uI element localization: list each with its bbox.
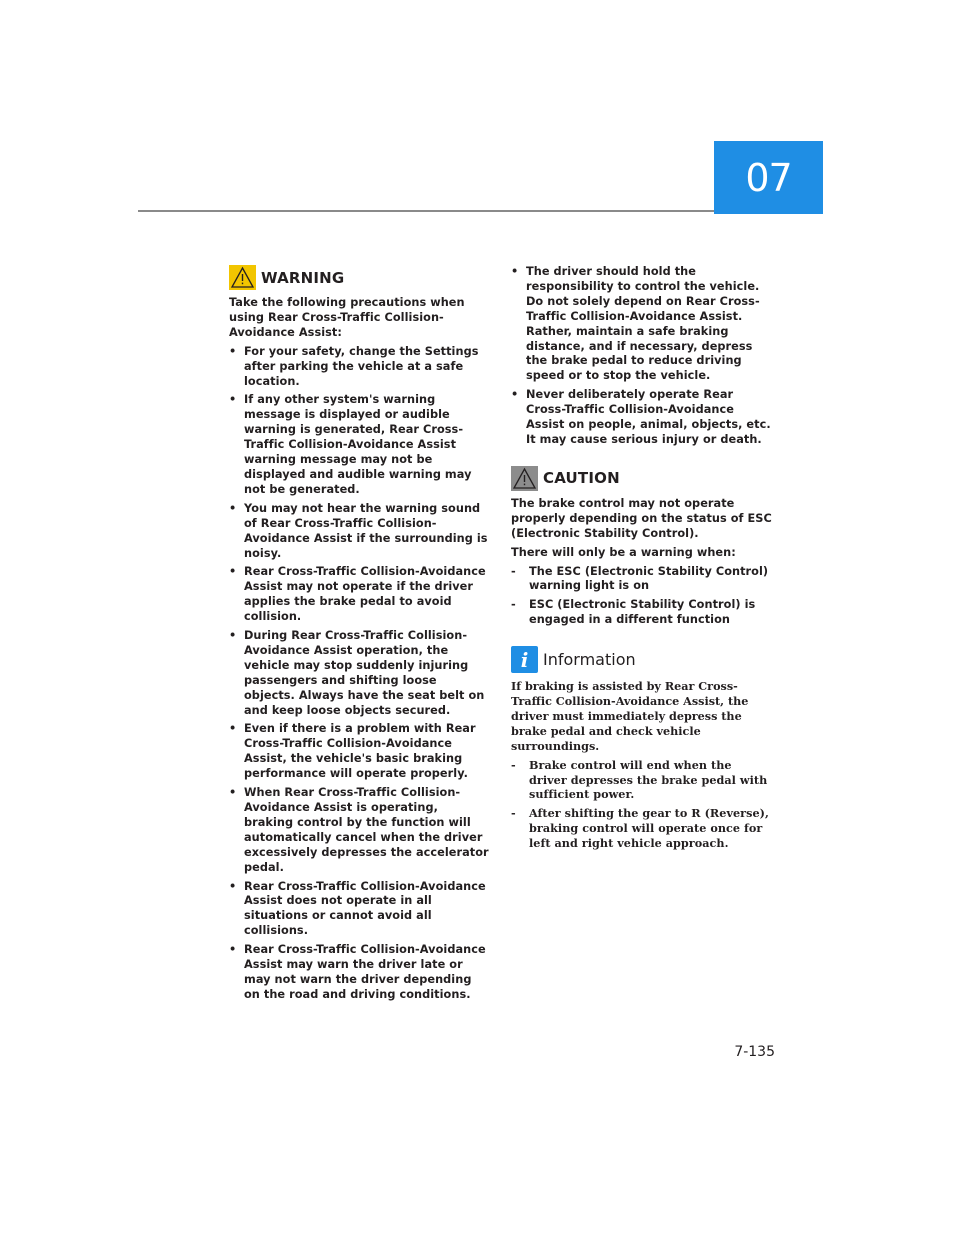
bullet-marker: • bbox=[229, 786, 237, 800]
list-item-text: If any other system's warning message is displayed or audible warning is generated, Rear Cross-Traffic Collision-Avoidance Assist warning message may not be displayed and audible warning may not be generated. bbox=[244, 393, 472, 496]
list-item bbox=[229, 943, 491, 1003]
bullet-marker: • bbox=[229, 943, 237, 957]
list-item bbox=[229, 393, 491, 497]
warning-list-left bbox=[229, 345, 491, 1003]
list-item-text: The driver should hold the responsibility to control the vehicle. Do not solely depend on Rear Cross-Traffic Collision-Avoidance Assist. Rather, maintain a safe braking distance, and if necessary, depress the brake pedal to reduce driving speed or to stop the vehicle. bbox=[526, 265, 760, 383]
list-item-text: Never deliberately operate Rear Cross-Traffic Collision-Avoidance Assist on people, animal, objects, etc. It may cause serious injury or death. bbox=[526, 388, 771, 446]
header-rule bbox=[138, 210, 716, 212]
bullet-marker: • bbox=[229, 501, 237, 515]
list-item bbox=[229, 345, 491, 390]
list-item-text: For your safety, change the Settings after parking the vehicle at a safe location. bbox=[244, 344, 479, 388]
warning-title: WARNING bbox=[261, 268, 345, 287]
list-item bbox=[511, 758, 773, 803]
list-item bbox=[229, 786, 491, 875]
information-title: Information bbox=[543, 650, 636, 670]
caution-list bbox=[511, 565, 773, 629]
dash-marker: - bbox=[511, 757, 516, 772]
list-item-text: After shifting the gear to R (Reverse), braking control will operate once for left and right vehicle approach. bbox=[529, 806, 769, 851]
warning-triangle-icon bbox=[229, 265, 256, 290]
bullet-marker: • bbox=[229, 722, 237, 736]
list-item-text: ESC (Electronic Stability Control) is engaged in a different function bbox=[529, 598, 756, 627]
caution-lead: There will only be a warning when: bbox=[511, 545, 736, 559]
list-item-text: Rear Cross-Traffic Collision-Avoidance Assist may warn the driver late or may not warn the driver depending on the road and driving conditions. bbox=[244, 943, 486, 1001]
information-icon: i bbox=[511, 646, 538, 673]
list-item-text: The ESC (Electronic Stability Control) warning light is on bbox=[529, 564, 769, 593]
right-column bbox=[511, 265, 773, 855]
dash-marker: - bbox=[511, 564, 516, 578]
list-item-text: Rear Cross-Traffic Collision-Avoidance Assist may not operate if the driver applies the brake pedal to avoid collision. bbox=[244, 565, 486, 624]
caution-heading bbox=[511, 466, 773, 491]
list-item-text: Even if there is a problem with Rear Cross-Traffic Collision-Avoidance Assist, the vehicle's basic braking performance will operate properly. bbox=[244, 722, 476, 781]
caution-box bbox=[511, 466, 773, 628]
information-list bbox=[511, 758, 773, 851]
list-item bbox=[229, 629, 491, 718]
warning-intro: Take the following precautions when using Rear Cross-Traffic Collision-Avoidance Assist: bbox=[229, 296, 465, 339]
information-intro: If braking is assisted by Rear Cross-Traffic Collision-Avoidance Assist, the driver must immediately depress the brake pedal and check vehicle surroundings. bbox=[511, 679, 749, 753]
list-item bbox=[511, 265, 773, 384]
list-item bbox=[229, 722, 491, 782]
list-item-text: Rear Cross-Traffic Collision-Avoidance Assist does not operate in all situations or cannot avoid all collisions. bbox=[244, 879, 486, 938]
caution-title: CAUTION bbox=[543, 469, 620, 488]
bullet-marker: • bbox=[229, 879, 237, 893]
list-item bbox=[511, 806, 773, 851]
caution-intro: The brake control may not operate properly depending on the status of ESC (Electronic Stability Control). bbox=[511, 496, 772, 540]
bullet-marker: • bbox=[229, 344, 237, 358]
bullet-marker: • bbox=[511, 388, 519, 402]
list-item bbox=[511, 598, 773, 628]
left-column bbox=[229, 265, 491, 1007]
information-heading bbox=[511, 646, 773, 673]
list-item bbox=[229, 502, 491, 562]
page-number: 7-135 bbox=[734, 1044, 775, 1060]
dash-marker: - bbox=[511, 598, 516, 612]
list-item-text: Brake control will end when the driver depresses the brake pedal with sufficient power. bbox=[529, 757, 768, 802]
list-item-text: You may not hear the warning sound of Rear Cross-Traffic Collision-Avoidance Assist if the surrounding is noisy. bbox=[244, 501, 488, 560]
information-box bbox=[511, 646, 773, 851]
chapter-tab: 07 bbox=[714, 141, 823, 214]
bullet-marker: • bbox=[229, 565, 237, 579]
list-item bbox=[229, 565, 491, 625]
warning-list-right bbox=[511, 265, 773, 448]
bullet-marker: • bbox=[511, 265, 519, 278]
list-item bbox=[229, 880, 491, 940]
bullet-marker: • bbox=[229, 393, 237, 407]
list-item bbox=[511, 565, 773, 595]
bullet-marker: • bbox=[229, 629, 237, 643]
list-item bbox=[511, 388, 773, 448]
caution-triangle-icon bbox=[511, 466, 538, 491]
list-item-text: During Rear Cross-Traffic Collision-Avoidance Assist operation, the vehicle may stop suddenly injuring passengers and shifting loose objects. Always have the seat belt on and keep loose objects secured. bbox=[244, 629, 485, 717]
warning-heading bbox=[229, 265, 491, 290]
list-item-text: When Rear Cross-Traffic Collision-Avoidance Assist is operating, braking control by the function will automatically cancel when the driver excessively depresses the accelerator pedal. bbox=[244, 786, 489, 874]
dash-marker: - bbox=[511, 806, 516, 821]
